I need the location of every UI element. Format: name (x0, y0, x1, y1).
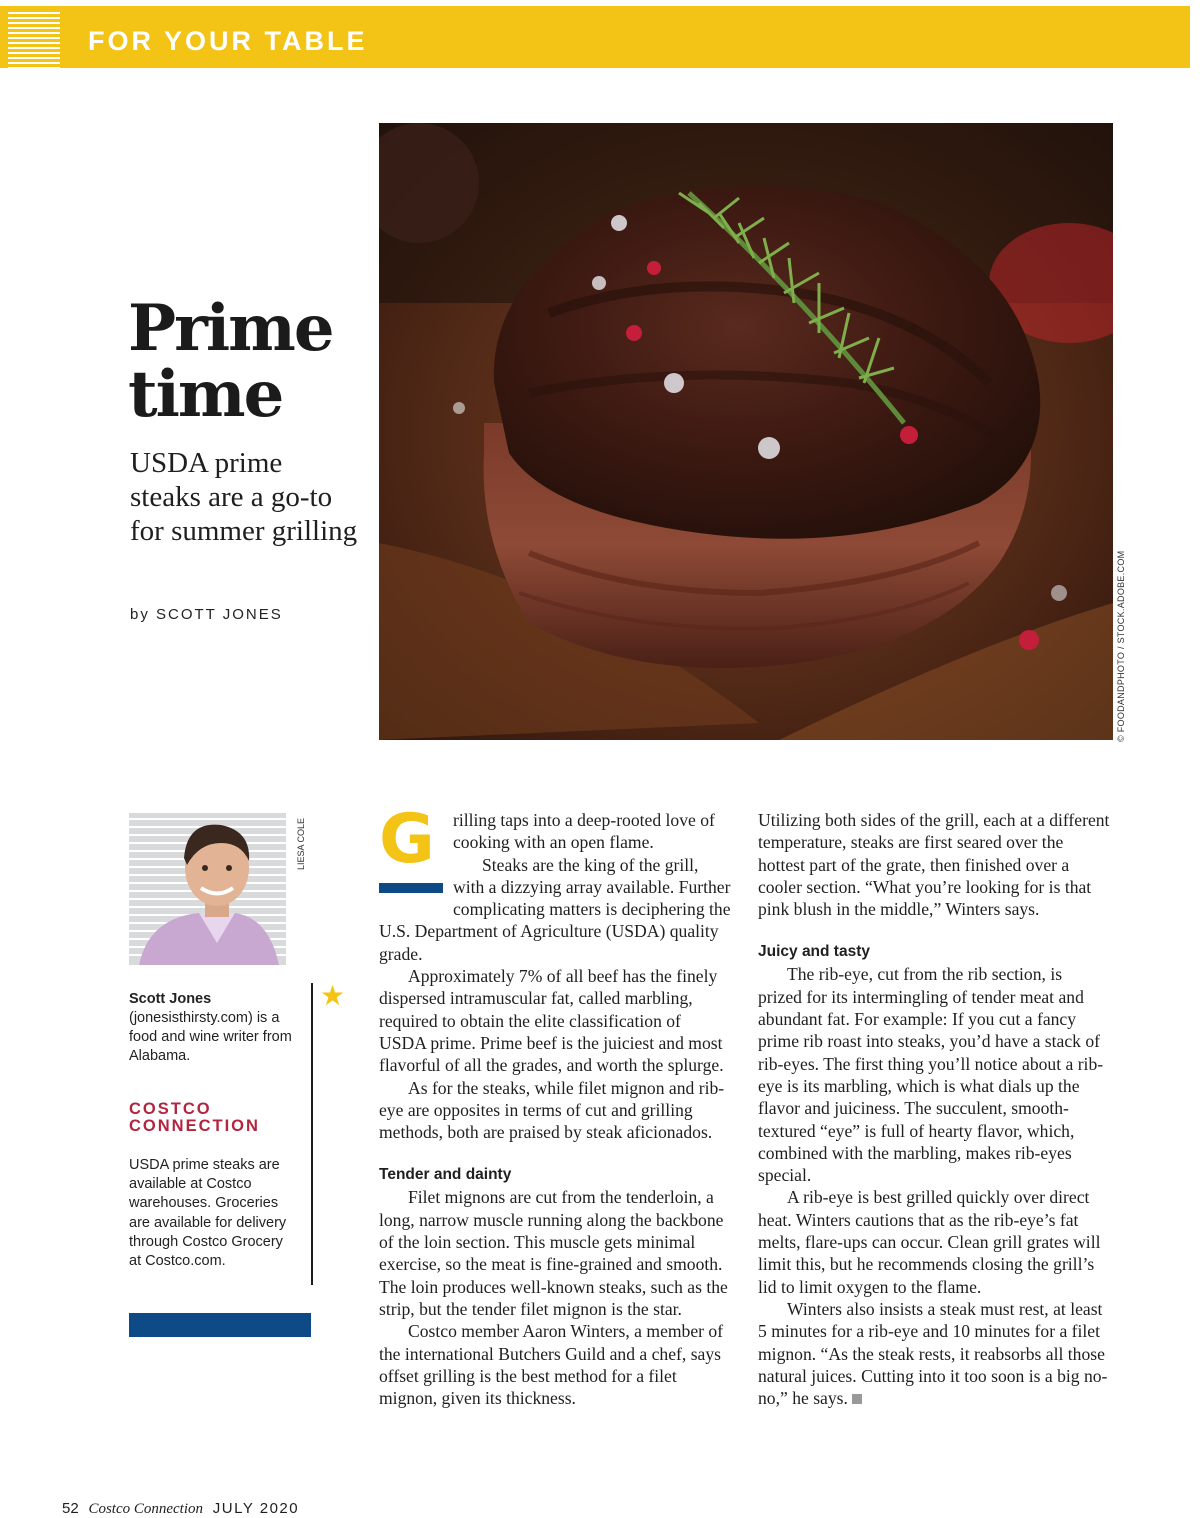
costco-connection-text: USDA prime steaks are available at Costco warehouses. Groceries are available for delivery through Costco Grocery at Costco.com. (129, 1157, 287, 1270)
costco-connection-heading: COSTCO CONNECTION (129, 1100, 260, 1135)
author-photo (129, 813, 286, 965)
author-bio-text: (jonesisthirsty.com) is a food and wine writer from Alabama. (129, 1010, 292, 1064)
author-portrait (129, 813, 286, 965)
drop-cap-bar (379, 883, 443, 893)
issue-date: JULY 2020 (212, 1500, 300, 1517)
paragraph: Filet mignons are cut from the tenderloin, a long, narrow muscle running along the backbone of the loin section. This muscle gets minimal exercise, so the meat is fine-grained and smooth. The loin produces well-known steaks, such as the strip, but the tender filet mignon is the star. (379, 1187, 728, 1319)
paragraph: The rib-eye, cut from the rib section, is prized for its intermingling of tender meat and abundant fat. For example: If you cut a fancy prime rib roast into steaks, you’d have a stack of rib-eyes. The first thing you’ll notice about a rib-eye is its marbling, which is what dials up the flavor and juiciness. The succulent, smooth-textured “eye” is full of hearty flavor, which, combined with the marbling, makes rib-eyes special. (758, 964, 1104, 1186)
subhead-tender-and-dainty: Tender and dainty (379, 1166, 512, 1184)
author-photo-credit-text: LIESA COLE (296, 817, 306, 870)
paragraph-final (758, 1298, 1110, 1409)
page-number: 52 (62, 1500, 79, 1517)
star-icon: ★ (320, 981, 346, 1012)
paragraph: Utilizing both sides of the grill, each at a different temperature, steaks are first seared over the hottest part of the grate, then finished over a cooler section. “What you’re looking for is that pink blush in the middle,” Winters says. (758, 810, 1110, 920)
banner-title: FOR YOUR TABLE (88, 26, 368, 56)
section-banner (0, 6, 1190, 68)
banner-stripes-decoration (8, 12, 60, 68)
subhead-juicy-and-tasty: Juicy and tasty (758, 943, 870, 961)
sidebar-blue-bar (129, 1313, 311, 1337)
drop-cap (379, 800, 449, 899)
paragraph: A rib-eye is best grilled quickly over direct heat. Winters cautions that as the rib-eye’s fat melts, flare-ups can occur. Clean grill grates will limit this, but he recommends closing the grill’s lid to limit oxygen to the flame. (758, 1187, 1101, 1297)
article-column-1 (379, 800, 731, 1409)
paragraph: As for the steaks, while filet mignon and rib-eye are opposites in terms of cut and grilling methods, both are praised by steak aficionados. (379, 1077, 725, 1143)
drop-cap-letter: G (379, 800, 435, 879)
magazine-name: Costco Connection (88, 1501, 204, 1517)
paragraph: Costco member Aaron Winters, a member of the international Butchers Guild and a chef, says offset grilling is the best method for a filet mignon, given its thickness. (379, 1321, 724, 1409)
paragraph-final-text: Winters also insists a steak must rest, at least 5 minutes for a rib-eye and 10 minutes for a filet mignon. “As the steak rests, it reabsorbs all those natural juices. Cutting into it too soon is a big no-no,” he says. (758, 1298, 1108, 1409)
page-folio (62, 1500, 299, 1518)
headline-line-1: Prime (128, 291, 333, 366)
sidebar-divider (311, 983, 313, 1285)
byline: by SCOTT JONES (130, 606, 283, 623)
steak-illustration (379, 123, 1113, 740)
photo-credit-text: © FOODANDPHOTO / STOCK.ADOBE.COM (1116, 550, 1126, 742)
article-column-2 (758, 809, 1110, 1409)
end-mark-icon (852, 1394, 862, 1404)
paragraph: rilling taps into a deep-rooted love of cooking with an open flame. (453, 810, 715, 853)
author-name: Scott Jones (129, 991, 212, 1007)
paragraph: Approximately 7% of all beef has the finely dispersed intramuscular fat, called marbling, required to obtain the elite classification of USDA prime. Prime beef is the juiciest and most flavorful of all the grades, and worth the splurge. (379, 966, 724, 1076)
headline-line-2: time (128, 357, 283, 432)
paragraph: Steaks are the king of the grill, with a dizzying array available. Further complicating matters is deciphering the U.S. Department of Agriculture (USDA) quality grade. (379, 854, 731, 964)
headline (128, 291, 368, 432)
steak-photo (379, 123, 1113, 740)
author-bio (129, 990, 299, 1066)
dek-subtitle: USDA prime steaks are a go-to for summer grilling (130, 447, 358, 547)
